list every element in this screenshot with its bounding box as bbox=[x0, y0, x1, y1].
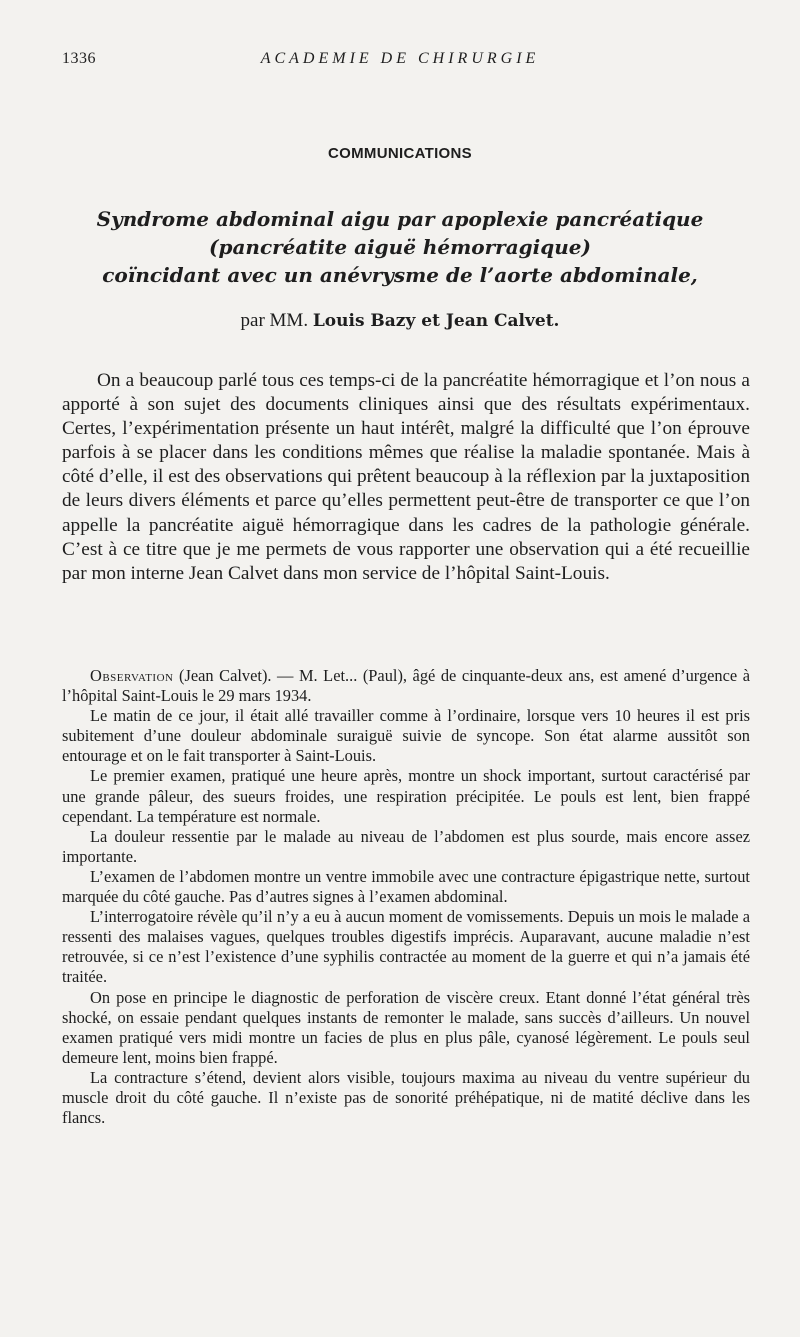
observation-paragraph: L’interrogatoire révèle qu’il n’y a eu à aucun moment de vomissements. Depuis un mois le malade a ressenti des malaises vagues, quelques troubles digestifs imprécis. Auparavant, aucune maladie n’est retrouvée, si ce n’est l’existence d’une syphilis contractée au moment de la guerre et qui n’a jamais été traitée. bbox=[62, 907, 750, 987]
article-title bbox=[70, 205, 730, 289]
observation-first-paragraph bbox=[62, 666, 750, 706]
title-line-1: Syndrome abdominal aigu par apoplexie pancréatique bbox=[96, 207, 704, 231]
intro-paragraph: On a beaucoup parlé tous ces temps-ci de la pancréatite hémorragique et l’on nous a apporté à son sujet des documents cliniques ainsi que des résultats expérimentaux. Certes, l’expérimentation présente un haut intérêt, malgré la difficulté que l’on éprouve parfois à se placer dans les conditions mêmes que réalise la maladie spontanée. Mais à côté d’elle, il est des observations qui prêtent beaucoup à la réflexion par la juxtaposition de leurs divers éléments et parce qu’elles permettent peut-être de transporter ce que l’on appelle la pancréatite aiguë hémorragique dans les cadres de la pathologie générale. C’est à ce titre que je me permets de vous rapporter une observation qui a été recueillie par mon interne Jean Calvet dans mon service de l’hôpital Saint-Louis. bbox=[62, 370, 750, 584]
observation-paragraph: L’examen de l’abdomen montre un ventre immobile avec une contracture épigastrique nette, surtout marquée du côté gauche. Pas d’autres signes à l’examen abdominal. bbox=[62, 866, 750, 907]
observation-paragraph: Le matin de ce jour, il était allé travailler comme à l’ordinaire, lorsque vers 10 heures il est pris subitement d’une douleur abdominale suraiguë suivie de syncope. Son état alarme aussitôt son entourage et on le fait transporter à Saint-Louis. bbox=[62, 706, 750, 766]
observation-section bbox=[62, 666, 750, 1128]
page-number: 1336 bbox=[62, 50, 96, 67]
observation-paragraph: La contracture s’étend, devient alors visible, toujours maxima au niveau du ventre supérieur du muscle droit du côté gauche. Il n’existe pas de sonorité préhépatique, ni de matité déclive dans les flancs. bbox=[62, 1067, 750, 1128]
observation-label: Observation bbox=[90, 666, 174, 685]
authors-prefix: par MM. bbox=[240, 310, 309, 331]
title-line-2: (pancréatite aiguë hémorragique) bbox=[209, 235, 591, 259]
observation-paragraph: La douleur ressentie par le malade au niveau de l’abdomen est plus sourde, mais encore assez importante. bbox=[62, 826, 750, 866]
running-head: ACADEMIE DE CHIRURGIE bbox=[260, 50, 540, 67]
observation-paragraph: Le premier examen, pratiqué une heure après, montre un shock important, surtout caractérisé par une grande pâleur, des sueurs froides, une respiration précipitée. Le pouls est lent, bien frappé cependant. La température est normale. bbox=[62, 766, 750, 826]
authors-names: Louis Bazy et Jean Calvet. bbox=[312, 311, 560, 331]
title-line-3: coïncidant avec un anévrysme de l’aorte abdominale, bbox=[102, 263, 698, 287]
observation-first-text: (Jean Calvet). — M. Let... (Paul), âgé de cinquante-deux ans, est amené d’urgence à l’hôpital Saint-Louis le 29 mars 1934. bbox=[62, 666, 750, 706]
observation-paragraph: On pose en principe le diagnostic de perforation de viscère creux. Etant donné l’état général très shocké, on essaie pendant quelques instants de remonter le malade, sans succès d’ailleurs. Un nouvel examen pratiqué vers midi montre un facies de plus en plus pâle, cyanosé légèrement. Le pouls seul demeure lent, moins bien frappé. bbox=[62, 987, 750, 1067]
authors-line bbox=[0, 310, 800, 332]
section-heading: COMMUNICATIONS bbox=[328, 145, 472, 162]
